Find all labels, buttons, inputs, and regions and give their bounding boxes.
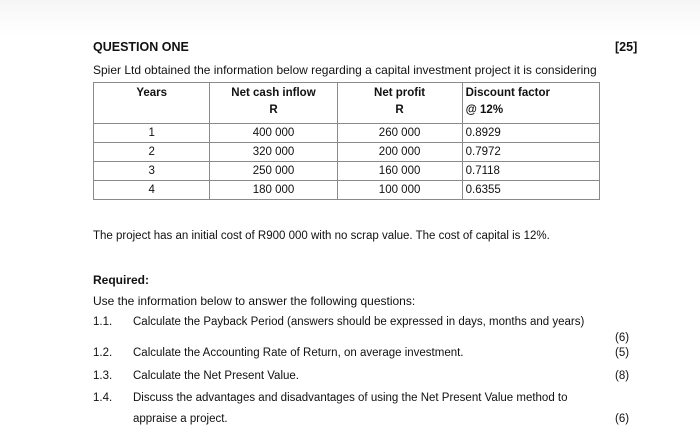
question-number: 1.2. [93, 347, 113, 359]
question-number: 1.3. [93, 370, 113, 382]
table-row [94, 162, 600, 181]
table-row [94, 181, 600, 200]
cell-year: 2 [94, 143, 210, 162]
required-label: Required: [93, 273, 150, 287]
question-marks: (6) [615, 332, 630, 344]
table-row [94, 124, 600, 143]
question-marks: (8) [615, 370, 630, 382]
cell-net-profit: 160 000 [337, 162, 462, 181]
cell-net-cash-inflow: 400 000 [210, 124, 337, 143]
cell-net-cash-inflow: 320 000 [210, 143, 337, 162]
total-marks: [25] [615, 40, 638, 54]
cell-discount-factor: 0.7118 [462, 162, 599, 181]
cell-discount-factor: 0.6355 [462, 181, 599, 200]
cell-year: 3 [94, 162, 210, 181]
header-discount-factor [462, 83, 599, 124]
intro-text: Spier Ltd obtained the information below regarding a capital investment project it is considering [93, 63, 597, 77]
question-heading: QUESTION ONE [93, 40, 189, 54]
header-net-cash-inflow [210, 83, 337, 124]
header-net-cash-inflow-label: Net cash inflow [231, 87, 316, 99]
cell-net-profit: 200 000 [337, 143, 462, 162]
cell-net-cash-inflow: 180 000 [210, 181, 337, 200]
cell-net-profit: 100 000 [337, 181, 462, 200]
question-number: 1.4. [93, 392, 113, 404]
investment-table [93, 82, 600, 200]
header-years [94, 83, 210, 124]
cell-year: 1 [94, 124, 210, 143]
question-text: Calculate the Net Present Value. [133, 370, 299, 382]
question-text: Discuss the advantages and disadvantages of using the Net Present Value method to [133, 392, 568, 404]
header-discount-factor-label: Discount factor [465, 87, 550, 99]
header-net-cash-inflow-unit: R [269, 104, 278, 116]
question-marks: (6) [615, 413, 630, 425]
cost-statement: The project has an initial cost of R900 000 with no scrap value. The cost of capital is 12%. [93, 230, 550, 242]
cell-net-profit: 260 000 [337, 124, 462, 143]
table-row [94, 143, 600, 162]
question-text: Calculate the Payback Period (answers should be expressed in days, months and years) [133, 316, 585, 328]
question-text-continued: appraise a project. [133, 413, 228, 425]
question-number: 1.1. [93, 316, 113, 328]
cell-year: 4 [94, 181, 210, 200]
question-marks: (5) [615, 347, 630, 359]
instruction-text: Use the information below to answer the following questions: [93, 294, 416, 308]
header-net-profit [337, 83, 462, 124]
header-net-profit-label: Net profit [374, 87, 426, 99]
cell-discount-factor: 0.7972 [462, 143, 599, 162]
question-text: Calculate the Accounting Rate of Return, on average investment. [133, 347, 464, 359]
header-discount-factor-rate: @ 12% [465, 104, 504, 116]
cell-net-cash-inflow: 250 000 [210, 162, 337, 181]
header-years-label: Years [136, 87, 168, 99]
header-net-profit-unit: R [395, 104, 404, 116]
table-header-row [94, 83, 600, 124]
cell-discount-factor: 0.8929 [462, 124, 599, 143]
